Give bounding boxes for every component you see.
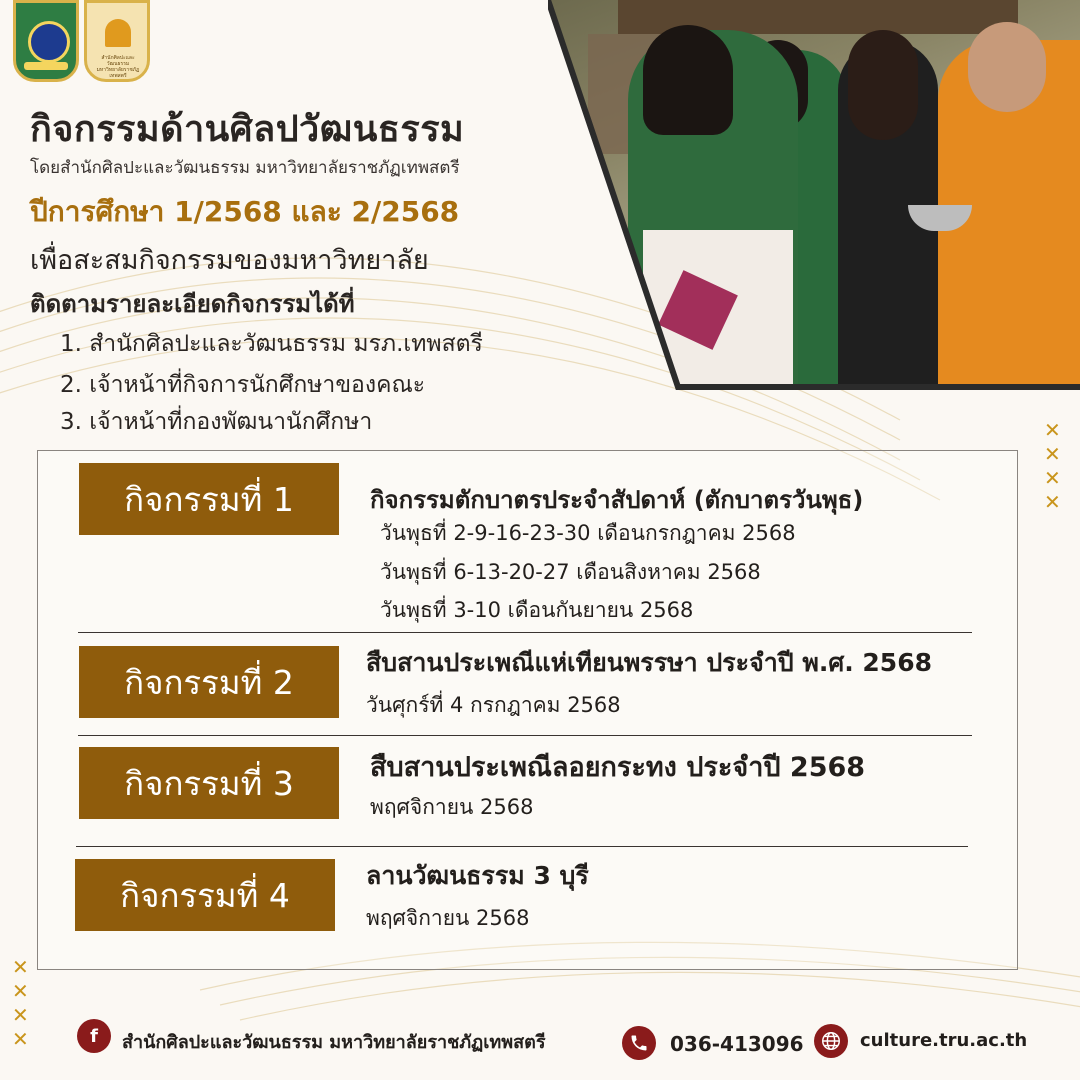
activity-date: พฤศจิกายน 2568 — [370, 795, 534, 819]
activity-date: วันพุธที่ 6-13-20-27 เดือนสิงหาคม 2568 — [380, 560, 761, 584]
cross-decoration-icon: ✕ ✕ ✕ ✕ — [1044, 418, 1061, 514]
activity-tag-1: กิจกรรมที่ 1 — [79, 463, 339, 535]
divider — [78, 735, 972, 736]
activity-title-1: กิจกรรมตักบาตรประจำสัปดาห์ (ตักบาตรวันพุธ) — [370, 486, 864, 514]
activity-tag-2: กิจกรรมที่ 2 — [79, 646, 339, 718]
activity-tag-3: กิจกรรมที่ 3 — [79, 747, 339, 819]
activity-tag-4: กิจกรรมที่ 4 — [75, 859, 335, 931]
divider — [76, 846, 968, 847]
photo-edge — [548, 0, 1080, 392]
phone-number[interactable]: 036-413096 — [670, 1032, 804, 1056]
activity-title-4: ลานวัฒนธรรม 3 บุรี — [366, 861, 589, 890]
phone-icon[interactable] — [622, 1026, 656, 1060]
divider — [78, 632, 972, 633]
contact-item: 3. เจ้าหน้าที่กองพัฒนานักศึกษา — [60, 409, 373, 435]
globe-icon[interactable] — [814, 1024, 848, 1058]
website-link[interactable]: culture.tru.ac.th — [860, 1030, 1028, 1051]
activity-date: วันศุกร์ที่ 4 กรกฎาคม 2568 — [366, 693, 621, 717]
contact-item: 2. เจ้าหน้าที่กิจการนักศึกษาของคณะ — [60, 372, 426, 398]
activity-title-2: สืบสานประเพณีแห่เทียนพรรษา ประจำปี พ.ศ. 2568 — [366, 648, 932, 677]
contact-item: 1. สำนักศิลปะและวัฒนธรรม มรภ.เทพสตรี — [60, 331, 483, 357]
facebook-page-link[interactable]: สำนักศิลปะและวัฒนธรรม มหาวิทยาลัยราชภัฏเทพสตรี — [122, 1032, 546, 1053]
university-logo — [13, 0, 79, 82]
page-subtitle: โดยสำนักศิลปะและวัฒนธรรม มหาวิทยาลัยราชภัฏเทพสตรี — [30, 158, 460, 178]
page-title: กิจกรรมด้านศิลปวัฒนธรรม — [30, 109, 465, 150]
facebook-icon[interactable]: f — [77, 1019, 111, 1053]
activity-title-3: สืบสานประเพณีลอยกระทง ประจำปี 2568 — [370, 752, 866, 783]
purpose-text: เพื่อสะสมกิจกรรมของมหาวิทยาลัย — [30, 245, 429, 276]
cross-decoration-icon: ✕ ✕ ✕ ✕ — [12, 955, 29, 1051]
culture-office-logo: สำนักศิลปะและวัฒนธรรม มหาวิทยาลัยราชภัฏเทพสตรี — [84, 0, 150, 82]
follow-heading: ติดตามรายละเอียดกิจกรรมได้ที่ — [30, 290, 355, 318]
activity-date: พฤศจิกายน 2568 — [366, 906, 530, 930]
activity-date: วันพุธที่ 2-9-16-23-30 เดือนกรกฎาคม 2568 — [380, 521, 796, 545]
academic-year: ปีการศึกษา 1/2568 และ 2/2568 — [30, 195, 460, 228]
activity-date: วันพุธที่ 3-10 เดือนกันยายน 2568 — [380, 598, 694, 622]
